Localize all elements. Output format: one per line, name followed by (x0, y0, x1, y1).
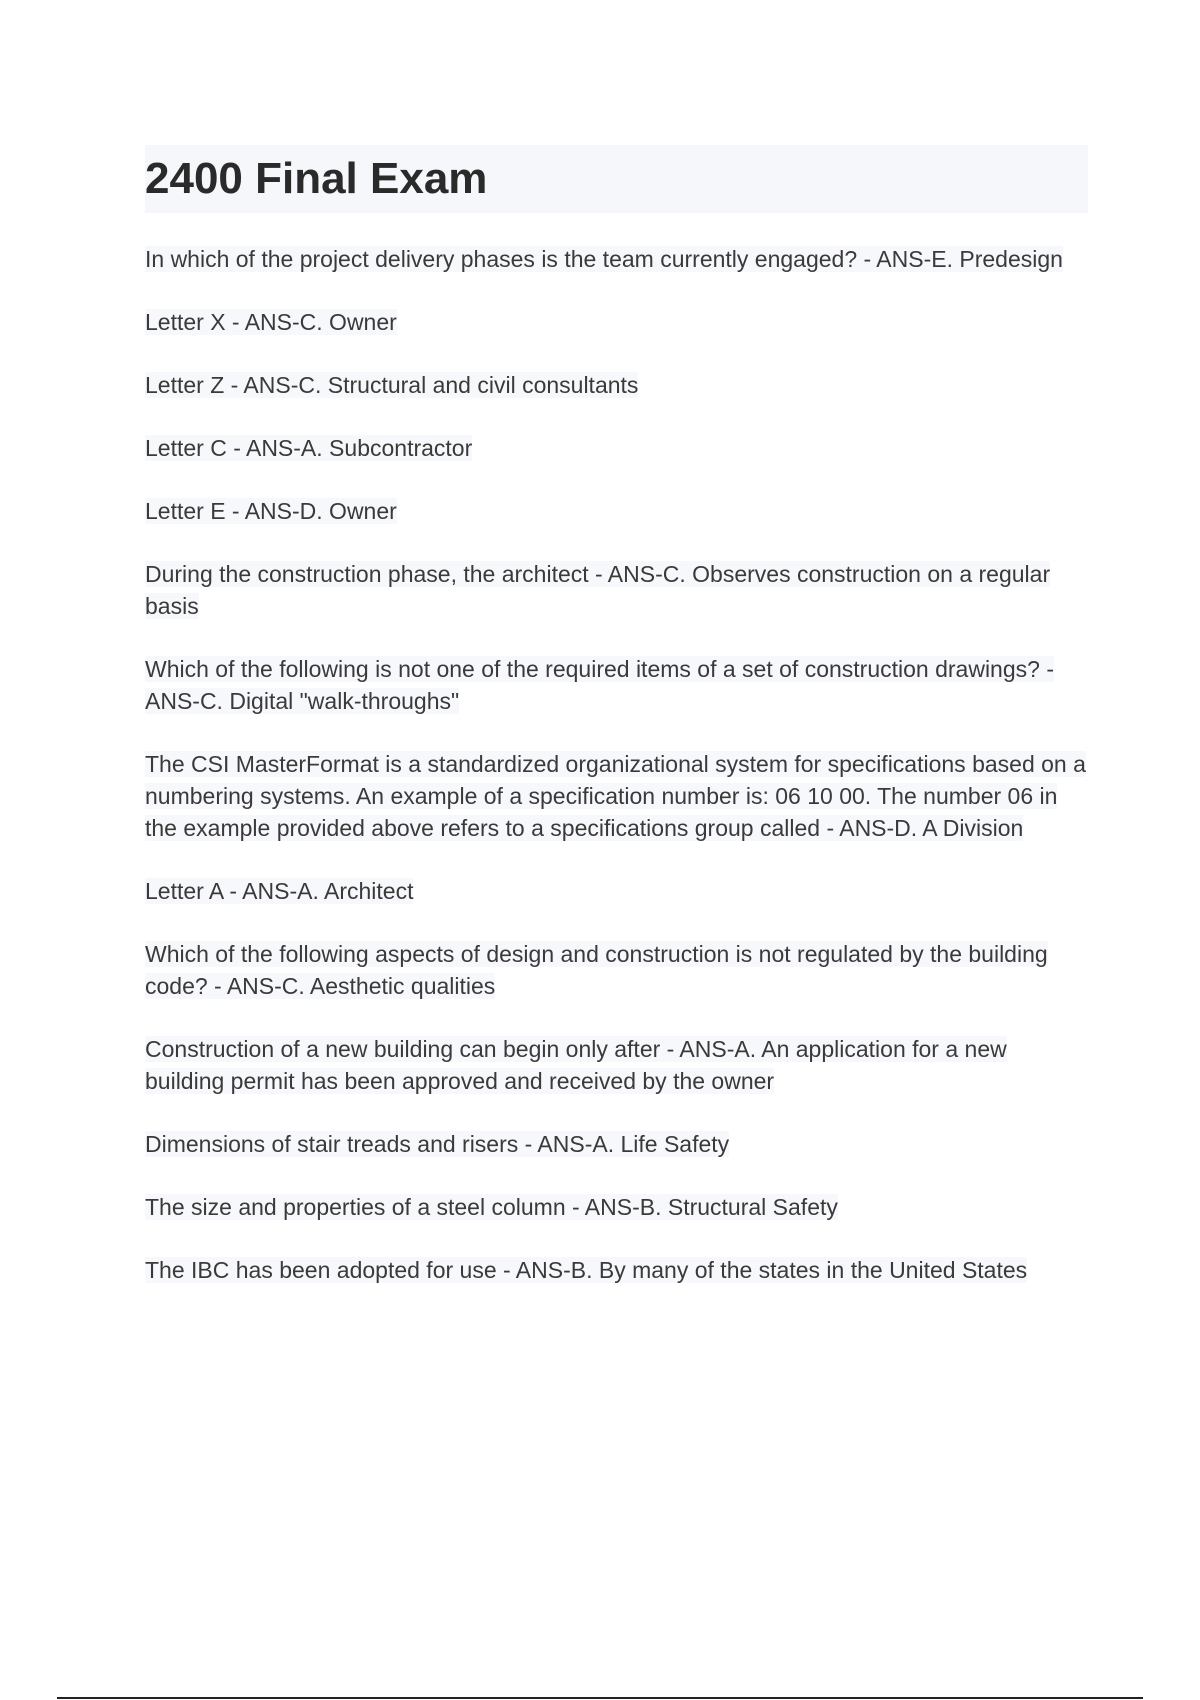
qa-item (145, 558, 1090, 622)
qa-list (145, 243, 1090, 1317)
qa-item (145, 495, 1090, 527)
qa-item (145, 243, 1090, 275)
qa-text: Which of the following is not one of the required items of a set of construction drawings? - ANS-C. Digital "walk-throughs" (145, 656, 1054, 714)
qa-item (145, 1128, 1090, 1160)
qa-item (145, 369, 1090, 401)
footer-divider (57, 1697, 1143, 1699)
qa-text: Construction of a new building can begin only after - ANS-A. An application for a new building permit has been approved and received by the owner (145, 1036, 1007, 1094)
qa-item (145, 432, 1090, 464)
qa-text: The IBC has been adopted for use - ANS-B. By many of the states in the United States (145, 1257, 1028, 1283)
title-block (145, 145, 1088, 213)
qa-item (145, 1254, 1090, 1286)
qa-text: In which of the project delivery phases is the team currently engaged? - ANS-E. Predesign (145, 246, 1063, 272)
qa-text: Letter X - ANS-C. Owner (145, 309, 397, 335)
qa-text: During the construction phase, the architect - ANS-C. Observes construction on a regular basis (145, 561, 1051, 619)
qa-item (145, 938, 1090, 1002)
page-title: 2400 Final Exam (145, 154, 488, 203)
qa-item (145, 1033, 1090, 1097)
qa-text: Which of the following aspects of design and construction is not regulated by the building code? - ANS-C. Aesthetic qualities (145, 941, 1048, 999)
qa-item (145, 653, 1090, 717)
qa-text: Letter A - ANS-A. Architect (145, 878, 414, 904)
qa-item (145, 1191, 1090, 1223)
qa-item (145, 748, 1090, 844)
qa-text: Dimensions of stair treads and risers - ANS-A. Life Safety (145, 1131, 730, 1157)
qa-text: Letter Z - ANS-C. Structural and civil consultants (145, 372, 639, 398)
qa-text: The CSI MasterFormat is a standardized organizational system for specifications based on a numbering systems. An example of a specification number is: 06 10 00. The number 06 in the example provided above refers to a specifications group called - ANS-D. A Division (145, 751, 1086, 841)
qa-text: The size and properties of a steel column - ANS-B. Structural Safety (145, 1194, 838, 1220)
qa-text: Letter C - ANS-A. Subcontractor (145, 435, 473, 461)
qa-item (145, 306, 1090, 338)
qa-text: Letter E - ANS-D. Owner (145, 498, 397, 524)
qa-item (145, 875, 1090, 907)
